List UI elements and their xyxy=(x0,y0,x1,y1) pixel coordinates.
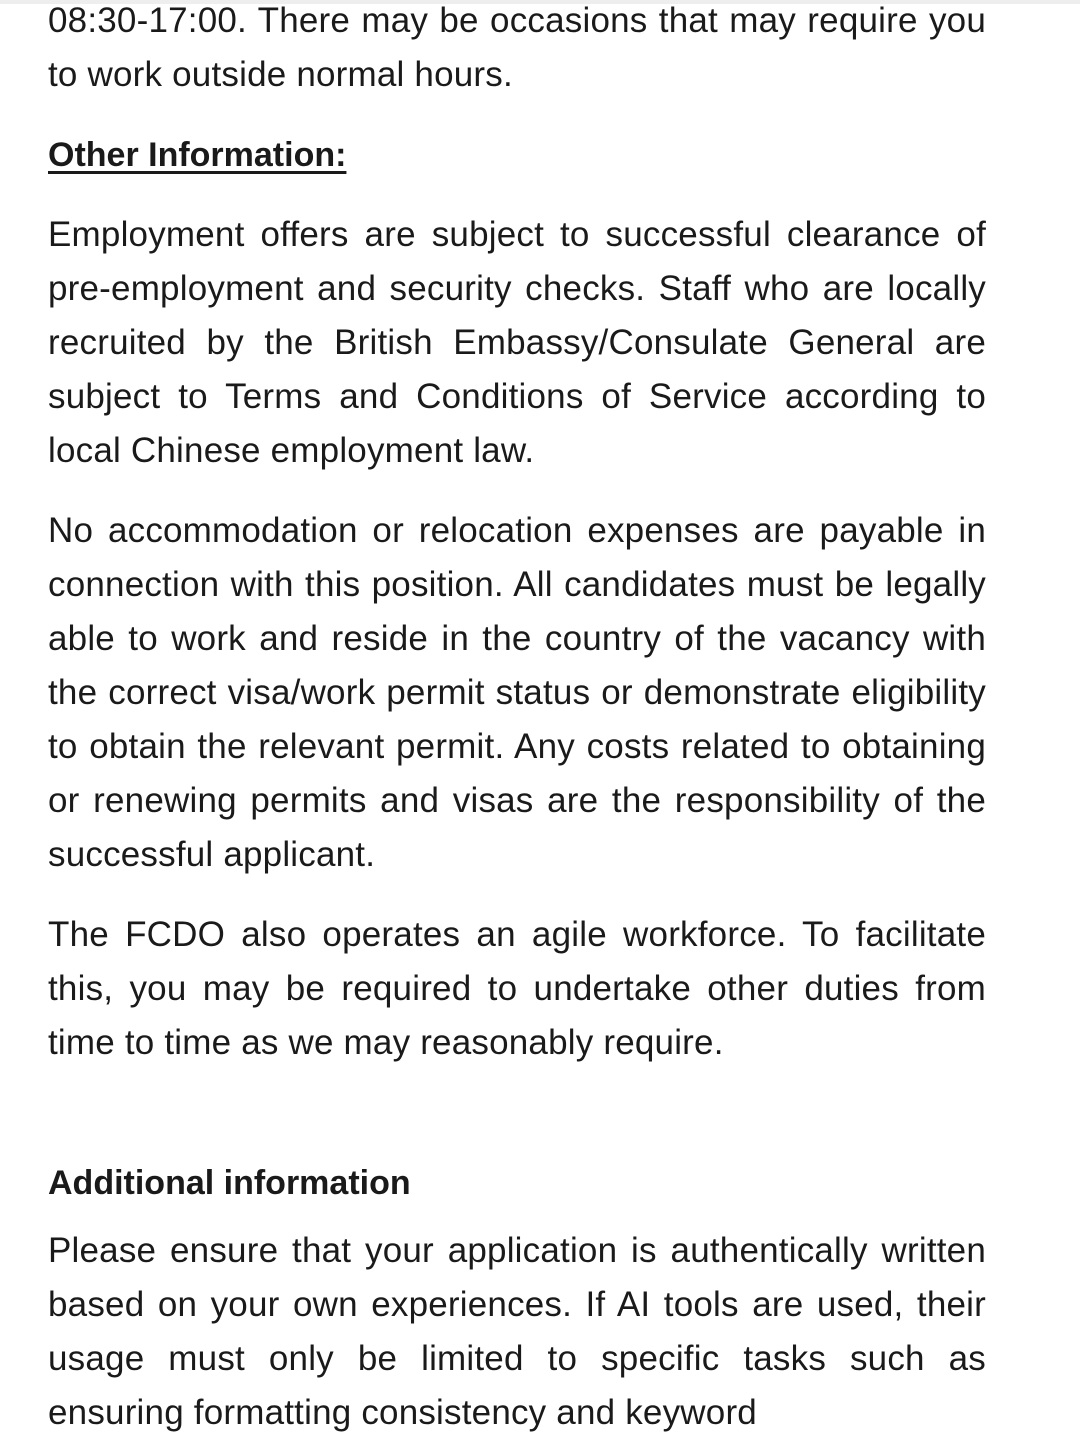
additional-information-paragraph: Please ensure that your application is authentically written based on your own experiences. If AI tools are used, their usage must only be limited to specific tasks such as ensuring formatting consistency and keyword xyxy=(48,1231,986,1432)
agile-workforce-paragraph: The FCDO also operates an agile workforce. To facilitate this, you may be required to undertake other duties from time to time as we may reasonably require. xyxy=(48,915,986,1062)
additional-information-heading: Additional information xyxy=(48,1164,411,1202)
employment-offers-paragraph: Employment offers are subject to successful clearance of pre-employment and security checks. Staff who are locally recruited by the British Embassy/Consulate General are subject to Terms and Conditions of Service according to local Chinese employment law. xyxy=(48,215,986,470)
intro-paragraph: 08:30-17:00. There may be occasions that may require you to work outside normal hours. xyxy=(48,1,986,94)
other-information-heading: Other Information: xyxy=(48,136,347,174)
article-content xyxy=(48,0,986,1440)
relocation-paragraph: No accommodation or relocation expenses are payable in connection with this position. All candidates must be legally able to work and reside in the country of the vacancy with the correct visa/work permit status or demonstrate eligibility to obtain the relevant permit. Any costs related to obtaining or renewing permits and visas are the responsibility of the successful applicant. xyxy=(48,511,986,874)
